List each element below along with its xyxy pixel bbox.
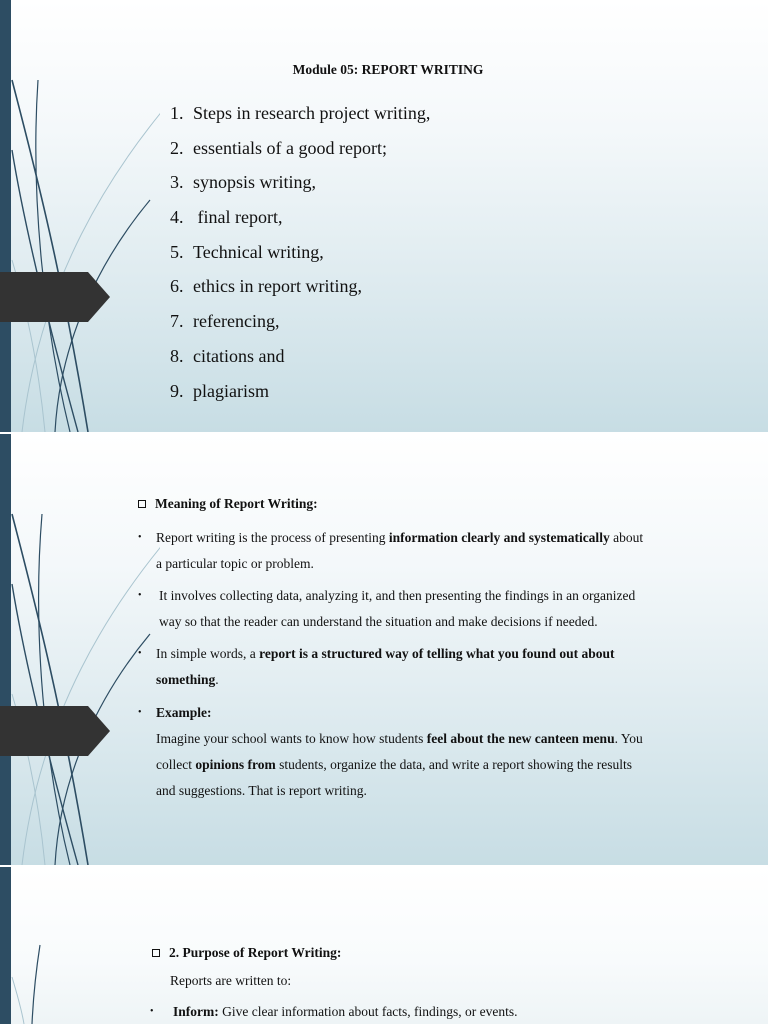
section-heading: 2. Purpose of Report Writing:	[152, 945, 341, 961]
section-heading: Meaning of Report Writing:	[138, 496, 318, 512]
bullet-icon: •	[138, 532, 142, 543]
topic-number: 9.	[170, 380, 184, 401]
topic-number: 2.	[170, 137, 184, 158]
topic-item	[170, 308, 430, 343]
topic-text: essentials of a good report;	[193, 137, 387, 158]
topic-text: citations and	[193, 345, 285, 366]
checkbox-icon	[138, 500, 146, 508]
topic-number: 3.	[170, 172, 184, 193]
paragraph-inform: Inform: Give clear information about facts, findings, or events.	[173, 1004, 518, 1019]
topic-number: 6.	[170, 276, 184, 297]
paragraph-example: Example: Imagine your school wants to know how students feel about the new canteen menu. You collect opinions from students, organize the data, and write a report showing the results and suggestions. That is report writing.	[156, 705, 643, 798]
topic-item	[170, 135, 430, 170]
topic-text: ethics in report writing,	[193, 276, 362, 297]
topic-item	[170, 239, 430, 274]
paragraph-intro: Reports are written to:	[170, 973, 292, 988]
decorative-curves	[0, 434, 160, 865]
topic-text: synopsis writing,	[193, 172, 317, 193]
topic-item	[170, 378, 430, 413]
topic-text: plagiarism	[193, 380, 269, 401]
topic-number: 8.	[170, 345, 184, 366]
topic-number: 4.	[170, 207, 184, 228]
bullet-icon: •	[138, 648, 142, 659]
bullet-icon: •	[138, 707, 142, 718]
topic-number: 1.	[170, 103, 184, 123]
topic-number: 7.	[170, 311, 184, 332]
decorative-tab	[0, 706, 110, 756]
topic-text: final report,	[193, 207, 283, 228]
slide-separator	[0, 865, 768, 867]
module-title: Module 05: REPORT WRITING	[292, 62, 484, 77]
topic-item	[170, 169, 430, 204]
decorative-tab	[0, 272, 110, 322]
topic-text: Technical writing,	[193, 241, 324, 262]
slide-separator	[0, 432, 768, 434]
topic-text: Steps in research project writing,	[193, 103, 431, 123]
topic-item	[170, 100, 430, 135]
paragraph-process: It involves collecting data, analyzing it, and then presenting the findings in an organized way so that the reader can understand the situation and make decisions if needed.	[159, 588, 636, 629]
slide-1	[0, 0, 768, 432]
slide-3	[0, 867, 768, 1024]
paragraph-simple-words: In simple words, a report is a structured way of telling what you found out about something.	[156, 646, 615, 687]
topic-item	[170, 273, 430, 308]
topic-text: referencing,	[193, 311, 280, 332]
paragraph-definition: Report writing is the process of presenting information clearly and systematically about a particular topic or problem.	[156, 530, 644, 571]
topic-list	[170, 100, 430, 412]
bullet-icon: •	[150, 1006, 154, 1017]
slide-2	[0, 434, 768, 865]
checkbox-icon	[152, 949, 160, 957]
decorative-curves	[0, 867, 160, 1024]
topic-item	[170, 343, 430, 378]
bullet-icon: •	[138, 590, 142, 601]
topic-item	[170, 204, 430, 239]
topic-number: 5.	[170, 241, 184, 262]
